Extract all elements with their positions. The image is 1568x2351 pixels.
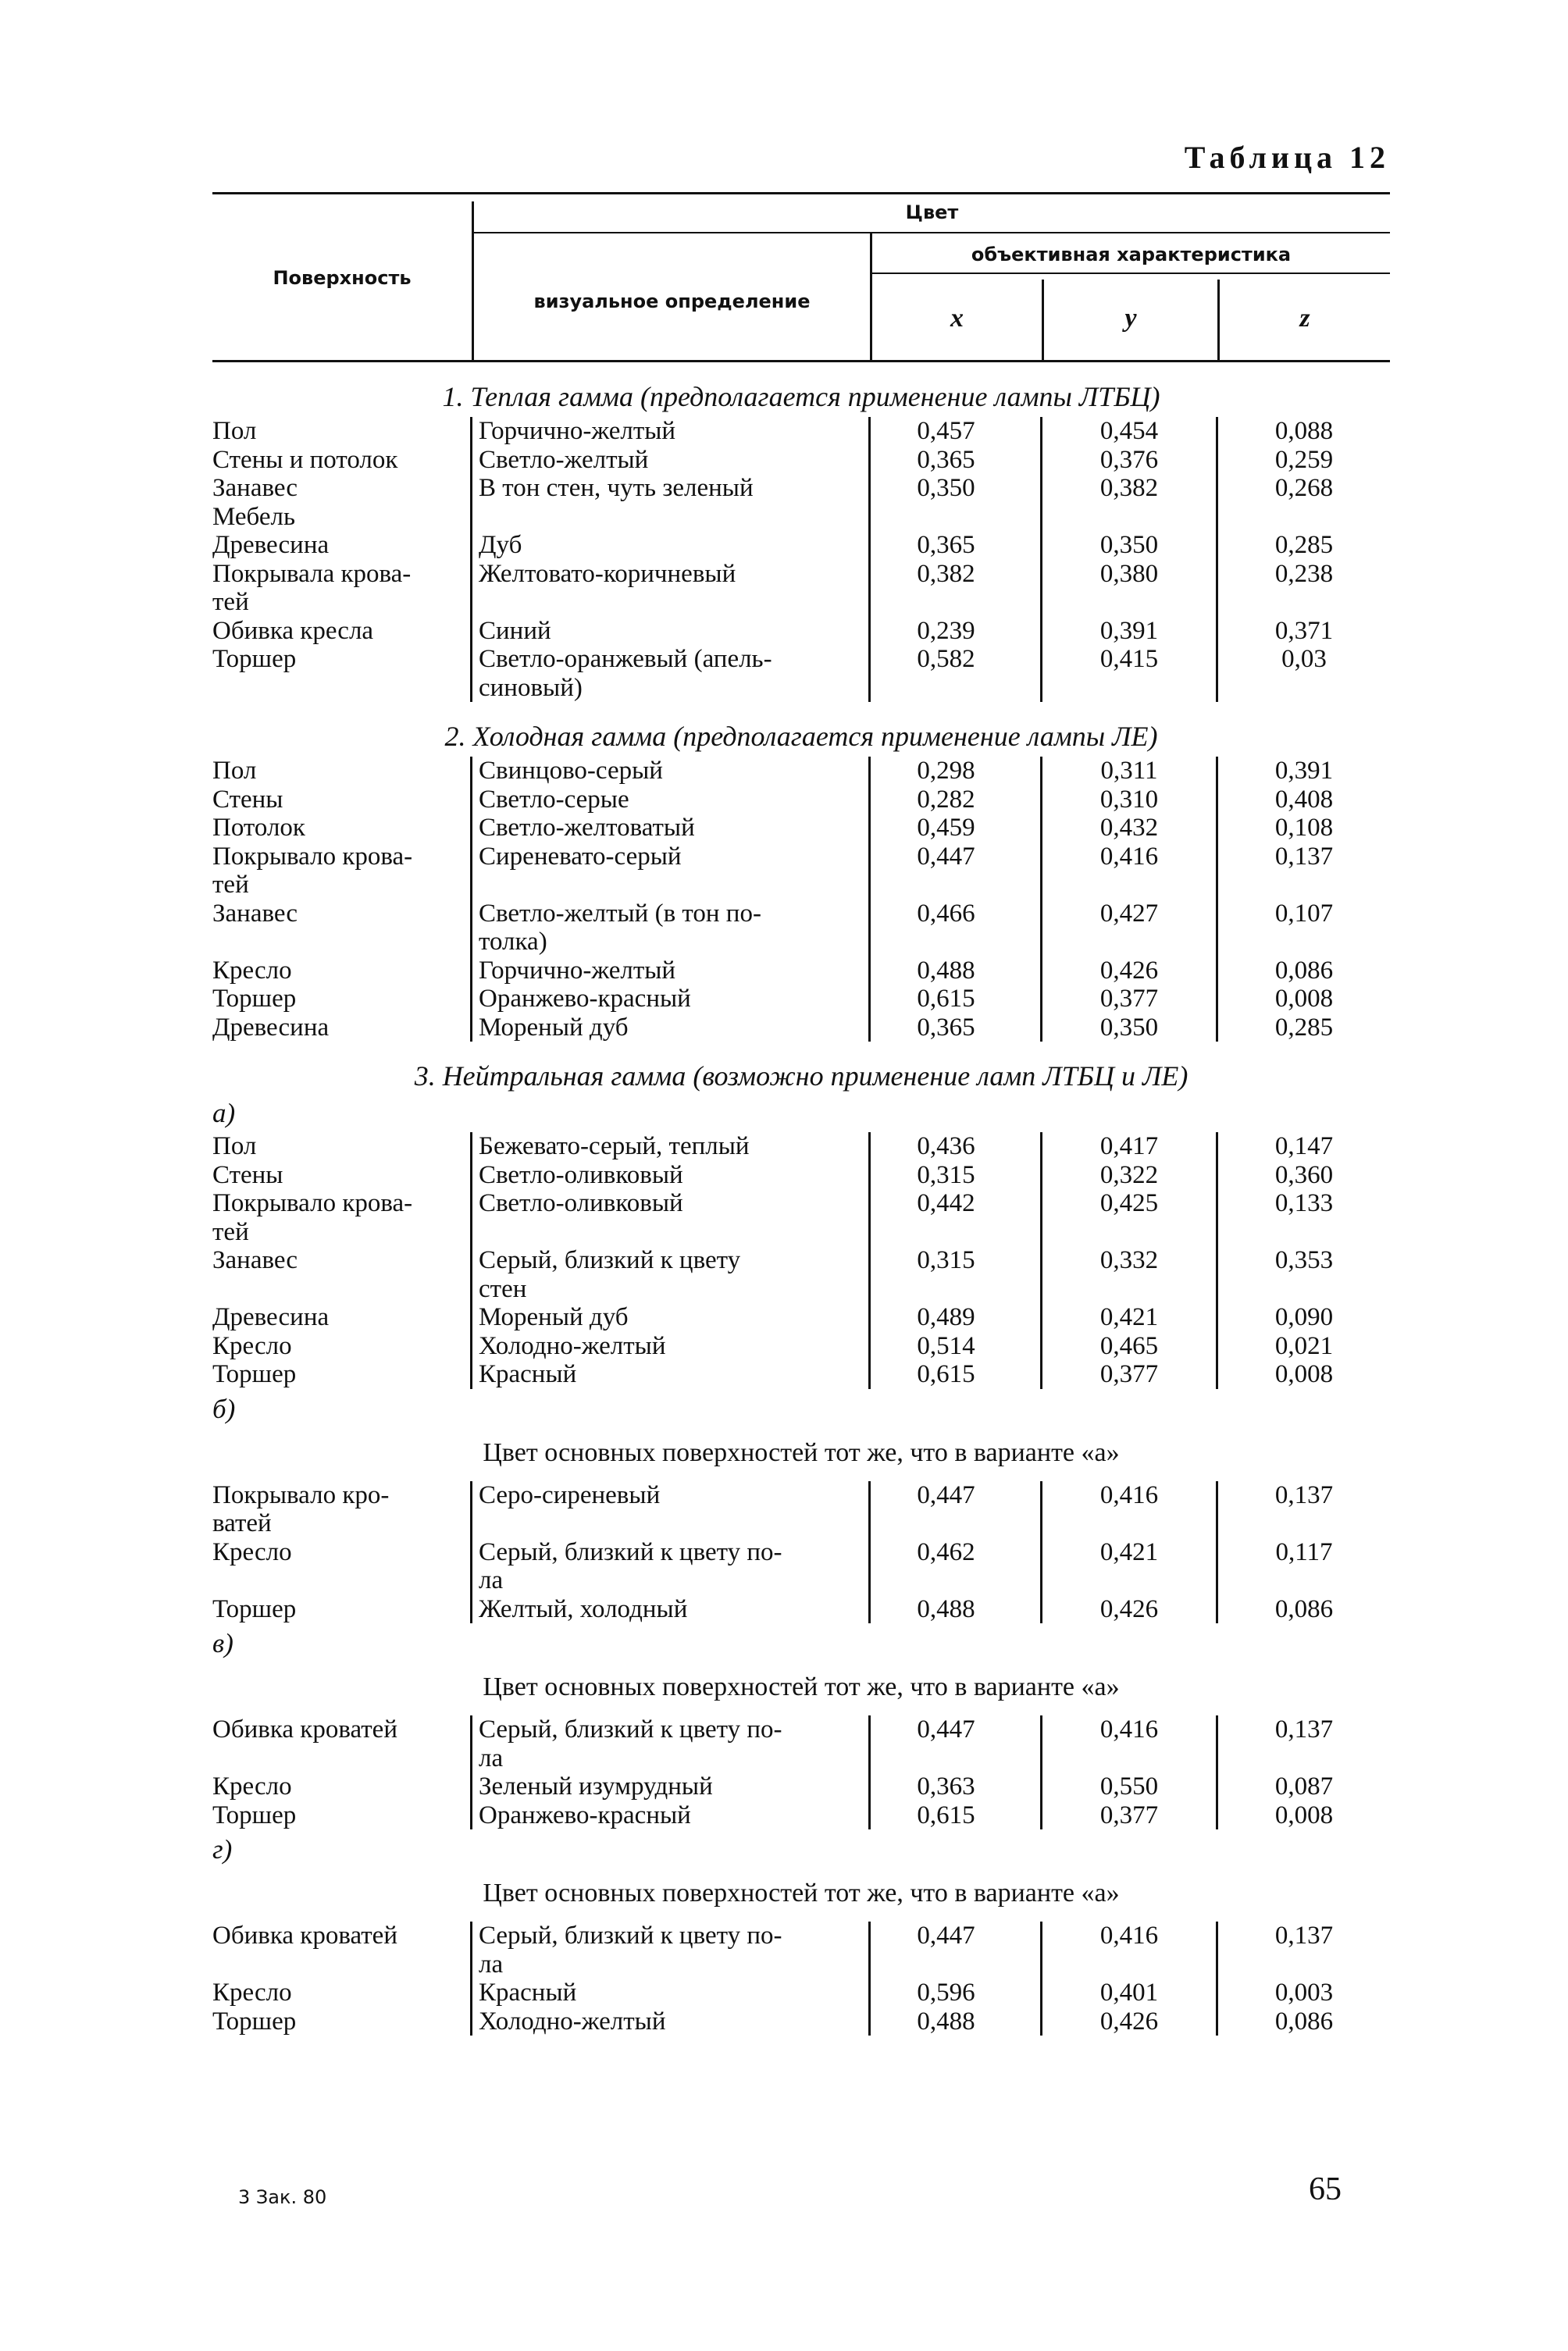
y-value: 0,421 — [1040, 1538, 1216, 1595]
visual-cell: В тон стен, чуть зеленый — [470, 474, 868, 531]
y-value: 0,382 — [1040, 474, 1216, 531]
x-value: 0,596 — [868, 1979, 1040, 2007]
row-group — [212, 1132, 1390, 1389]
y-value: 0,427 — [1040, 899, 1216, 956]
z-value: 0,021 — [1216, 1332, 1390, 1361]
x-value: 0,582 — [868, 645, 1040, 702]
z-value: 0,137 — [1216, 1715, 1390, 1772]
y-value: 0,416 — [1040, 842, 1216, 899]
y-value: 0,432 — [1040, 814, 1216, 842]
visual-cell: Светло-желтый (в тон по- толка) — [470, 899, 868, 956]
z-value: 0,108 — [1216, 814, 1390, 842]
surface-cell: Потолок — [212, 814, 305, 842]
z-value: 0,008 — [1216, 1360, 1390, 1389]
visual-cell: Оранжево-красный — [470, 1801, 868, 1830]
y-value: 0,454 — [1040, 417, 1216, 446]
z-value: 0,285 — [1216, 531, 1390, 560]
x-value: 0,436 — [868, 1132, 1040, 1161]
y-value: 0,350 — [1040, 1013, 1216, 1042]
y-value: 0,332 — [1040, 1246, 1216, 1303]
y-value: 0,377 — [1040, 985, 1216, 1013]
variant-letter: г) — [212, 1834, 233, 1865]
x-value: 0,447 — [868, 1481, 1040, 1538]
x-value: 0,239 — [868, 617, 1040, 646]
x-value: 0,350 — [868, 474, 1040, 531]
y-value: 0,421 — [1040, 1303, 1216, 1332]
x-value: 0,315 — [868, 1246, 1040, 1303]
surface-cell: Занавес Мебель — [212, 474, 298, 531]
y-value: 0,377 — [1040, 1360, 1216, 1389]
surface-cell: Покрывало крова- тей — [212, 1189, 413, 1246]
z-value: 0,259 — [1216, 446, 1390, 475]
y-value: 0,380 — [1040, 560, 1216, 617]
visual-cell: Зеленый изумрудный — [470, 1772, 868, 1801]
visual-cell: Светло-оливковый — [470, 1189, 868, 1246]
x-value: 0,365 — [868, 446, 1040, 475]
z-value: 0,117 — [1216, 1538, 1390, 1595]
surface-cell: Обивка кроватей — [212, 1715, 397, 1744]
surface-cell: Торшер — [212, 2007, 297, 2036]
visual-cell: Синий — [470, 617, 868, 646]
visual-cell: Светло-желтоватый — [470, 814, 868, 842]
y-value: 0,310 — [1040, 785, 1216, 814]
objective-sub-rule — [872, 273, 1390, 274]
y-value: 0,377 — [1040, 1801, 1216, 1830]
header-visual: визуальное определение — [533, 290, 811, 312]
surface-cell: Занавес — [212, 1246, 298, 1274]
visual-cell: Красный — [470, 1979, 868, 2007]
visual-cell: Красный — [470, 1360, 868, 1389]
z-value: 0,107 — [1216, 899, 1390, 956]
visual-cell: Горчично-желтый — [470, 956, 868, 985]
z-value: 0,137 — [1216, 1922, 1390, 1979]
x-value: 0,363 — [868, 1772, 1040, 1801]
y-value: 0,391 — [1040, 617, 1216, 646]
y-value: 0,425 — [1040, 1189, 1216, 1246]
visual-cell: Холодно-желтый — [470, 1332, 868, 1361]
visual-cell: Горчично-желтый — [470, 417, 868, 446]
surface-cell: Обивка кроватей — [212, 1922, 397, 1950]
z-value: 0,408 — [1216, 785, 1390, 814]
y-value: 0,350 — [1040, 531, 1216, 560]
surface-cell: Пол — [212, 757, 257, 785]
z-value: 0,086 — [1216, 2007, 1390, 2036]
surface-cell: Стены — [212, 1160, 283, 1189]
x-value: 0,459 — [868, 814, 1040, 842]
y-value: 0,465 — [1040, 1332, 1216, 1361]
surface-cell: Стены — [212, 785, 283, 814]
visual-cell: Дуб — [470, 531, 868, 560]
surface-cell: Торшер — [212, 1360, 297, 1388]
visual-cell: Серый, близкий к цвету по- ла — [470, 1922, 868, 1979]
variant-note: Цвет основных поверхностей тот же, что в варианте «а» — [483, 1437, 1120, 1467]
surface-cell: Кресло — [212, 1537, 292, 1566]
header-bottom-rule — [212, 360, 1390, 362]
surface-cell: Древесина — [212, 1013, 330, 1042]
visual-cell: Светло-оливковый — [470, 1161, 868, 1190]
row-group — [212, 1922, 1390, 2036]
surface-cell: Торшер — [212, 1594, 297, 1623]
x-value: 0,488 — [868, 1595, 1040, 1624]
x-value: 0,365 — [868, 1013, 1040, 1042]
row-group — [212, 417, 1390, 702]
y-value: 0,311 — [1040, 757, 1216, 785]
y-value: 0,322 — [1040, 1161, 1216, 1190]
visual-cell: Серый, близкий к цвету по- ла — [470, 1538, 868, 1595]
y-value: 0,416 — [1040, 1922, 1216, 1979]
z-value: 0,003 — [1216, 1979, 1390, 2007]
surface-cell: Обивка кресла — [212, 616, 374, 645]
page-number: 65 — [1309, 2171, 1342, 2207]
header-y: y — [1124, 304, 1137, 333]
x-value: 0,442 — [868, 1189, 1040, 1246]
y-value: 0,426 — [1040, 2007, 1216, 2036]
x-value: 0,488 — [868, 956, 1040, 985]
x-value: 0,447 — [868, 1715, 1040, 1772]
y-value: 0,416 — [1040, 1481, 1216, 1538]
surface-cell: Покрывало кро- ватей — [212, 1480, 390, 1537]
variant-note: Цвет основных поверхностей тот же, что в варианте «а» — [483, 1879, 1120, 1908]
y-value: 0,426 — [1040, 956, 1216, 985]
print-note: 3 Зак. 80 — [238, 2186, 327, 2208]
visual-cell: Светло-серые — [470, 785, 868, 814]
y-value: 0,415 — [1040, 645, 1216, 702]
surface-cell: Древесина — [212, 531, 330, 559]
z-value: 0,285 — [1216, 1013, 1390, 1042]
visual-cell: Желтый, холодный — [470, 1595, 868, 1624]
x-value: 0,365 — [868, 531, 1040, 560]
x-value: 0,447 — [868, 1922, 1040, 1979]
table-label: Таблица 12 — [1184, 140, 1390, 175]
section-title: 3. Нейтральная гамма (возможно применение ламп ЛТБЦ и ЛЕ) — [414, 1060, 1188, 1092]
section-title: 2. Холодная гамма (предполагается применение лампы ЛЕ) — [444, 721, 1158, 752]
visual-cell: Желтовато-коричневый — [470, 560, 868, 617]
surface-cell: Занавес — [212, 899, 298, 928]
x-value: 0,462 — [868, 1538, 1040, 1595]
visual-cell: Мореный дуб — [470, 1303, 868, 1332]
row-group — [212, 1715, 1390, 1829]
z-value: 0,268 — [1216, 474, 1390, 531]
header-vline-1 — [472, 201, 474, 360]
header-color: Цвет — [905, 201, 959, 223]
x-value: 0,382 — [868, 560, 1040, 617]
surface-cell: Стены и потолок — [212, 445, 398, 474]
surface-cell: Пол — [212, 1132, 257, 1160]
surface-cell: Кресло — [212, 1331, 292, 1360]
z-value: 0,371 — [1216, 617, 1390, 646]
z-value: 0,008 — [1216, 985, 1390, 1013]
z-value: 0,086 — [1216, 956, 1390, 985]
z-value: 0,353 — [1216, 1246, 1390, 1303]
y-value: 0,426 — [1040, 1595, 1216, 1624]
variant-letter: б) — [212, 1393, 236, 1424]
z-value: 0,391 — [1216, 757, 1390, 785]
y-value: 0,376 — [1040, 446, 1216, 475]
z-value: 0,090 — [1216, 1303, 1390, 1332]
variant-letter: а) — [212, 1098, 236, 1128]
visual-cell: Серо-сиреневый — [470, 1481, 868, 1538]
visual-cell: Серый, близкий к цвету стен — [470, 1246, 868, 1303]
x-value: 0,514 — [868, 1332, 1040, 1361]
z-value: 0,088 — [1216, 417, 1390, 446]
x-value: 0,298 — [868, 757, 1040, 785]
surface-cell: Древесина — [212, 1303, 330, 1331]
z-value: 0,147 — [1216, 1132, 1390, 1161]
visual-cell: Бежевато-серый, теплый — [470, 1132, 868, 1161]
x-value: 0,466 — [868, 899, 1040, 956]
top-rule — [212, 192, 1390, 194]
surface-cell: Торшер — [212, 1801, 297, 1829]
surface-cell: Торшер — [212, 645, 297, 673]
x-value: 0,447 — [868, 842, 1040, 899]
variant-letter: в) — [212, 1628, 233, 1658]
section-title: 1. Теплая гамма (предполагается применение лампы ЛТБЦ) — [442, 381, 1160, 412]
z-value: 0,238 — [1216, 560, 1390, 617]
visual-cell: Мореный дуб — [470, 1013, 868, 1042]
z-value: 0,03 — [1216, 645, 1390, 702]
x-value: 0,457 — [868, 417, 1040, 446]
header-surface: Поверхность — [273, 267, 412, 289]
z-value: 0,137 — [1216, 842, 1390, 899]
header-x: x — [950, 304, 964, 333]
y-value: 0,417 — [1040, 1132, 1216, 1161]
visual-cell: Свинцово-серый — [470, 757, 868, 785]
x-value: 0,315 — [868, 1161, 1040, 1190]
color-sub-rule — [474, 232, 1390, 233]
z-value: 0,087 — [1216, 1772, 1390, 1801]
visual-cell: Сиреневато-серый — [470, 842, 868, 899]
y-value: 0,416 — [1040, 1715, 1216, 1772]
y-value: 0,401 — [1040, 1979, 1216, 2007]
visual-cell: Светло-желтый — [470, 446, 868, 475]
z-value: 0,133 — [1216, 1189, 1390, 1246]
x-value: 0,282 — [868, 785, 1040, 814]
x-value: 0,615 — [868, 985, 1040, 1013]
row-group — [212, 1481, 1390, 1624]
surface-cell: Кресло — [212, 956, 292, 985]
x-value: 0,615 — [868, 1360, 1040, 1389]
header-objective: объективная характеристика — [971, 244, 1292, 265]
z-value: 0,086 — [1216, 1595, 1390, 1624]
variant-note: Цвет основных поверхностей тот же, что в варианте «а» — [483, 1672, 1120, 1701]
surface-cell: Покрывало крова- тей — [212, 842, 413, 899]
x-value: 0,488 — [868, 2007, 1040, 2036]
surface-cell: Торшер — [212, 985, 297, 1013]
surface-cell: Кресло — [212, 1772, 292, 1801]
visual-cell: Холодно-желтый — [470, 2007, 868, 2036]
x-value: 0,615 — [868, 1801, 1040, 1830]
z-value: 0,360 — [1216, 1161, 1390, 1190]
visual-cell: Серый, близкий к цвету по- ла — [470, 1715, 868, 1772]
surface-cell: Кресло — [212, 1979, 292, 2007]
row-group — [212, 757, 1390, 1042]
surface-cell: Покрывала крова- тей — [212, 559, 412, 616]
y-value: 0,550 — [1040, 1772, 1216, 1801]
surface-cell: Пол — [212, 417, 257, 445]
visual-cell: Оранжево-красный — [470, 985, 868, 1013]
x-value: 0,489 — [868, 1303, 1040, 1332]
z-value: 0,137 — [1216, 1481, 1390, 1538]
z-value: 0,008 — [1216, 1801, 1390, 1830]
table-body — [212, 372, 1390, 2036]
visual-cell: Светло-оранжевый (апель- синовый) — [470, 645, 868, 702]
header-z: z — [1299, 304, 1310, 333]
